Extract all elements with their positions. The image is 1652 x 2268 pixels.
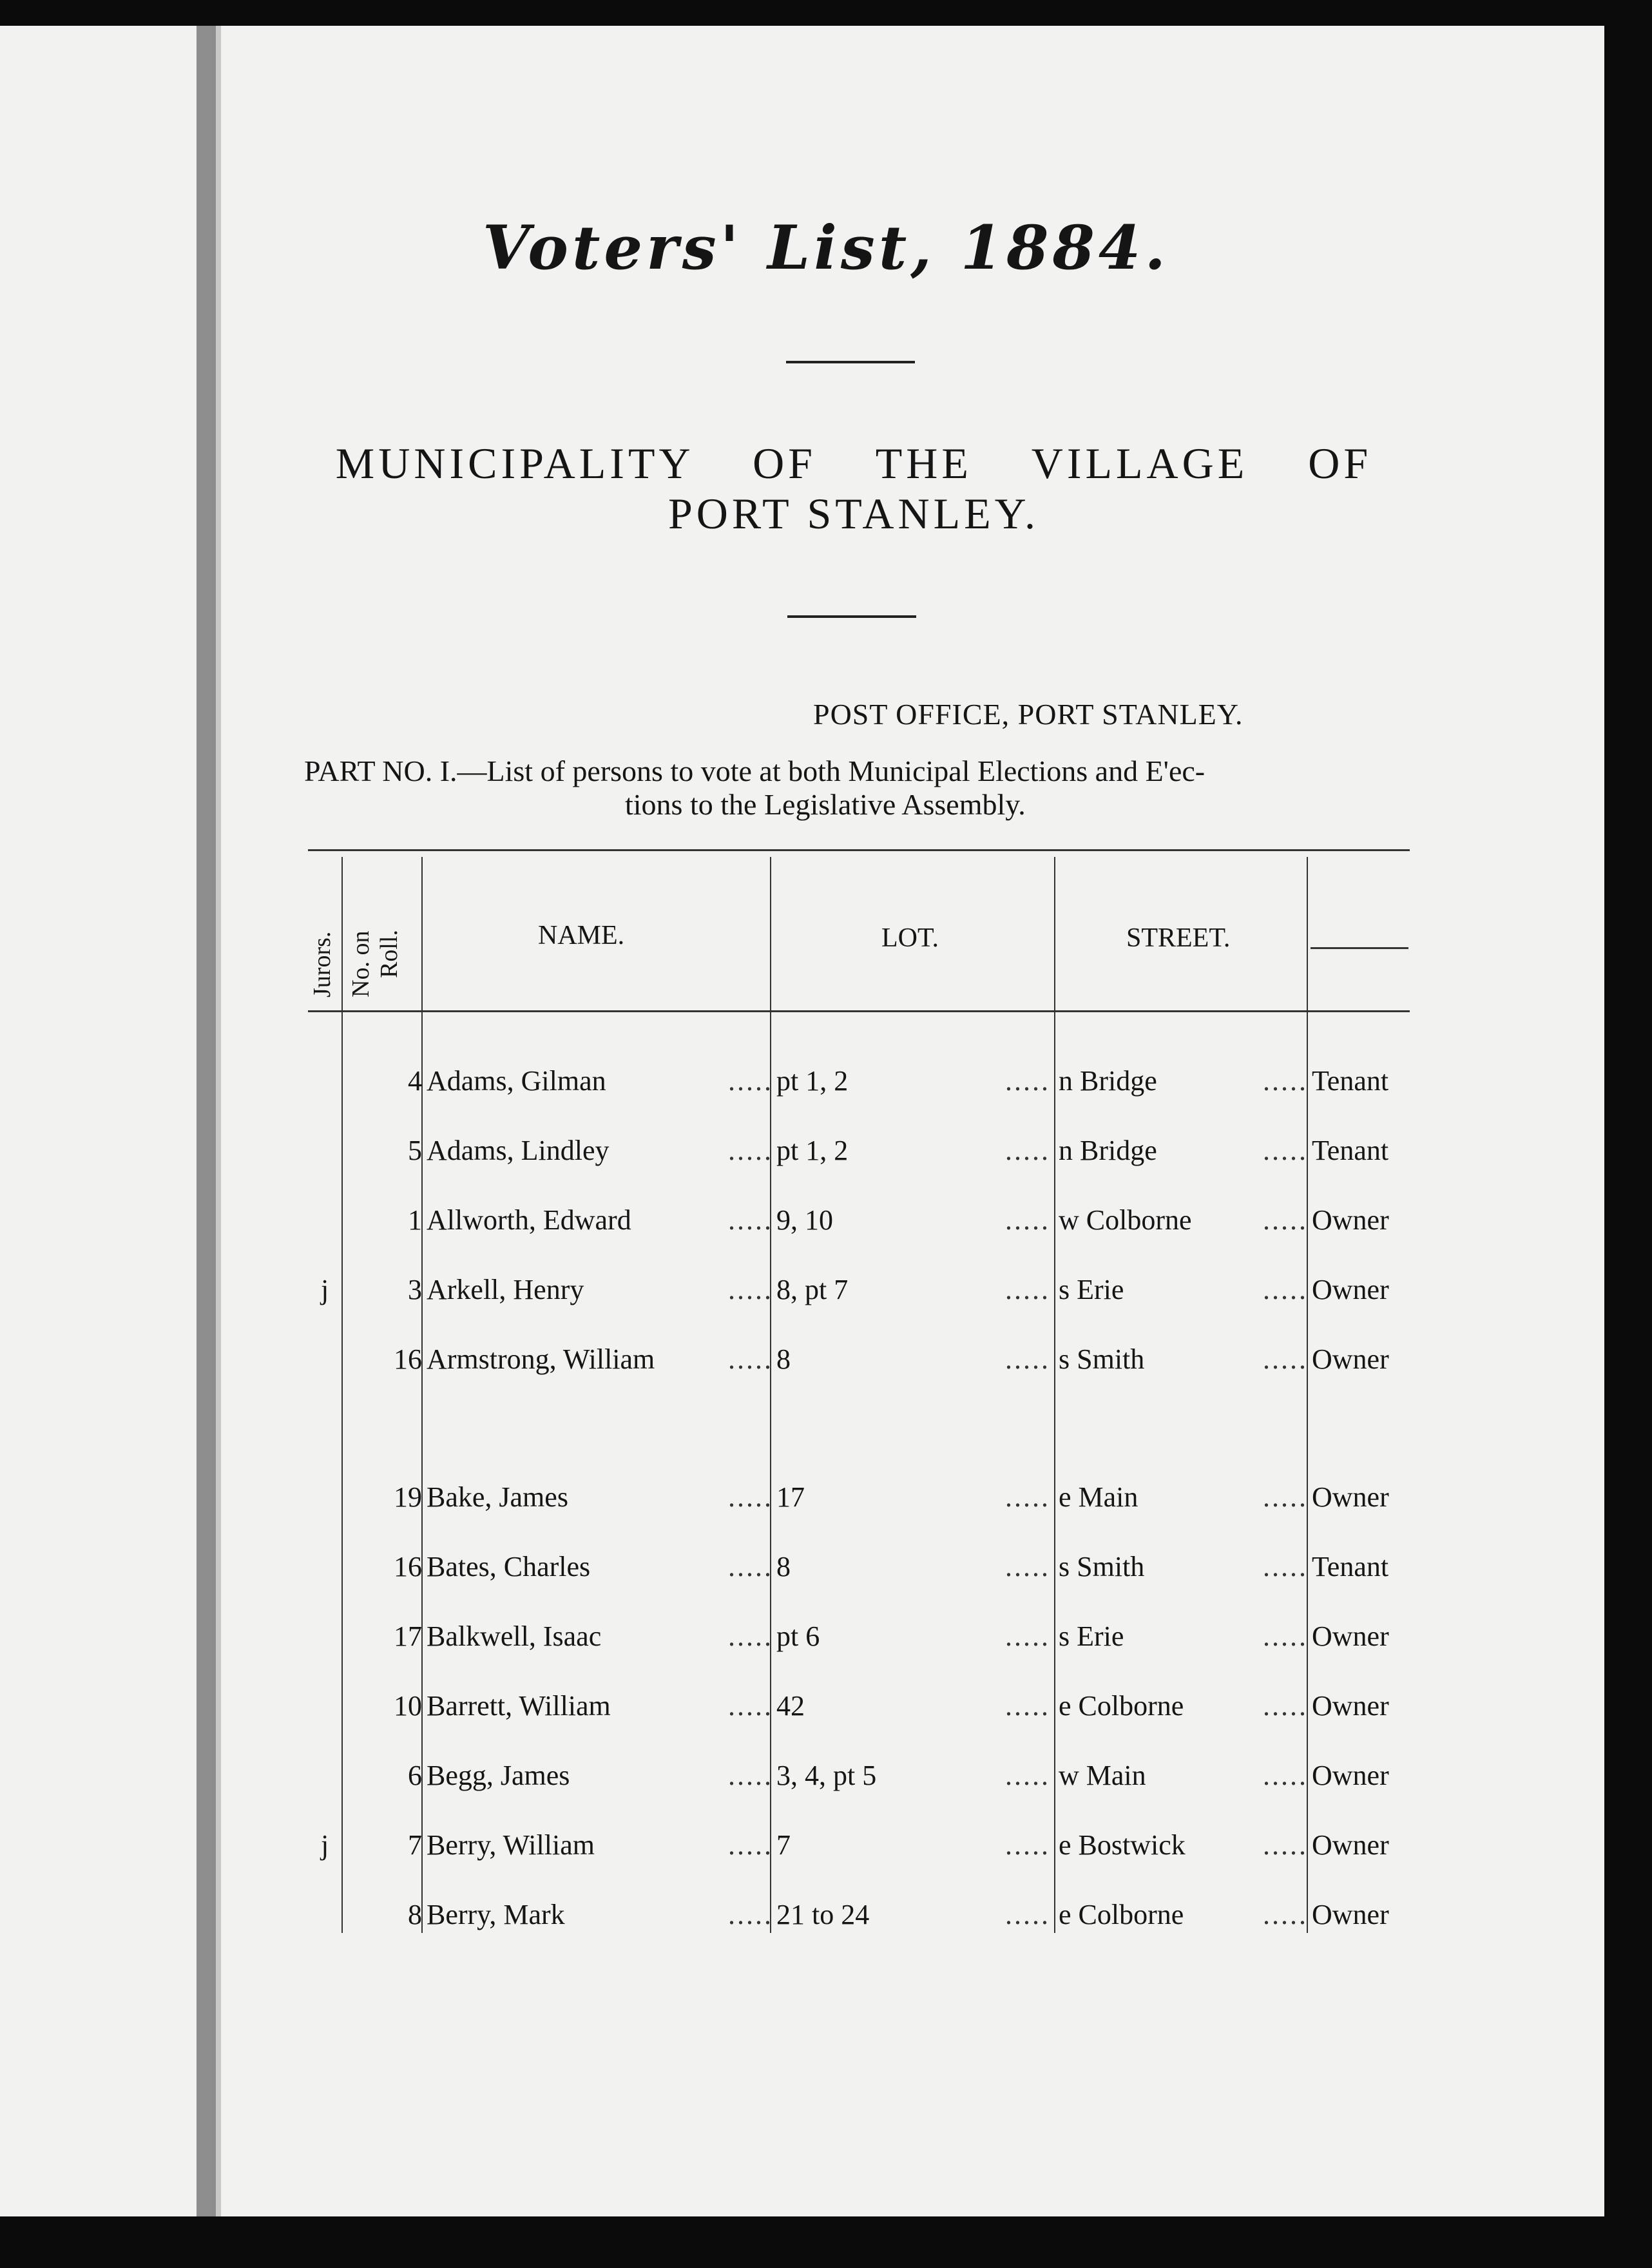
name-cell: Adams, Gilman	[427, 1065, 606, 1097]
name-cell: Berry, Mark	[427, 1899, 565, 1930]
name-leader-dots: .....	[728, 1899, 773, 1930]
lot-cell: 9, 10	[776, 1204, 833, 1236]
table-row	[0, 1273, 1652, 1312]
name-leader-dots: .....	[728, 1135, 773, 1166]
jurors-column-header: Jurors.	[309, 931, 336, 997]
lot-cell: 8, pt 7	[776, 1274, 849, 1305]
table-row	[0, 1064, 1652, 1103]
table-row	[0, 1550, 1652, 1589]
lot-cell: 17	[776, 1481, 805, 1513]
table-row	[0, 1829, 1652, 1867]
name-cell: Barrett, William	[427, 1690, 611, 1722]
street-cell: e Colborne	[1059, 1690, 1184, 1722]
street-cell: w Colborne	[1059, 1204, 1192, 1236]
table-row	[0, 1620, 1652, 1658]
lot-leader-dots: .....	[1005, 1551, 1050, 1582]
table-row	[0, 1134, 1652, 1173]
name-leader-dots: .....	[728, 1343, 773, 1375]
roll-column-header-line2: Roll.	[376, 930, 403, 978]
lot-cell: 8	[776, 1551, 791, 1582]
roll-number-cell: 4	[408, 1065, 422, 1097]
name-cell: Begg, James	[427, 1760, 570, 1791]
street-leader-dots: .....	[1263, 1620, 1308, 1652]
lot-cell: pt 1, 2	[776, 1065, 849, 1097]
lot-cell: 3, 4, pt 5	[776, 1760, 877, 1791]
name-leader-dots: .....	[728, 1620, 773, 1652]
name-leader-dots: .....	[728, 1690, 773, 1722]
lot-column-header: LOT.	[881, 923, 939, 953]
roll-number-cell: 5	[408, 1135, 422, 1166]
name-cell: Balkwell, Isaac	[427, 1620, 602, 1652]
name-leader-dots: .....	[728, 1551, 773, 1582]
document-title: Voters' List, 1884.	[482, 213, 1170, 284]
name-cell: Bates, Charles	[427, 1551, 591, 1582]
table-row	[0, 1759, 1652, 1798]
lot-leader-dots: .....	[1005, 1343, 1050, 1375]
name-leader-dots: .....	[728, 1065, 773, 1097]
lot-leader-dots: .....	[1005, 1829, 1050, 1861]
juror-cell: j	[321, 1274, 329, 1305]
status-cell: Owner	[1312, 1829, 1389, 1861]
lot-leader-dots: .....	[1005, 1274, 1050, 1305]
status-cell: Owner	[1312, 1899, 1389, 1930]
status-cell: Tenant	[1312, 1135, 1389, 1166]
roll-column-header-line1: No. on	[347, 930, 374, 997]
name-cell: Berry, William	[427, 1829, 595, 1861]
title-divider	[786, 361, 915, 363]
status-cell: Owner	[1312, 1343, 1389, 1375]
juror-cell: j	[321, 1829, 329, 1861]
name-cell: Arkell, Henry	[427, 1274, 584, 1305]
status-cell: Owner	[1312, 1481, 1389, 1513]
status-cell: Owner	[1312, 1204, 1389, 1236]
binding-gutter	[197, 26, 216, 2216]
street-cell: e Colborne	[1059, 1899, 1184, 1930]
street-cell: n Bridge	[1059, 1065, 1157, 1097]
lot-cell: 8	[776, 1343, 791, 1375]
status-cell: Owner	[1312, 1690, 1389, 1722]
status-cell: Tenant	[1312, 1065, 1389, 1097]
status-cell: Owner	[1312, 1274, 1389, 1305]
street-leader-dots: .....	[1263, 1829, 1308, 1861]
heading-divider	[787, 615, 916, 618]
street-leader-dots: .....	[1263, 1343, 1308, 1375]
street-leader-dots: .....	[1263, 1899, 1308, 1930]
roll-number-cell: 17	[394, 1620, 422, 1652]
status-cell: Owner	[1312, 1760, 1389, 1791]
name-leader-dots: .....	[728, 1204, 773, 1236]
status-header-dash	[1311, 947, 1408, 949]
street-cell: n Bridge	[1059, 1135, 1157, 1166]
name-leader-dots: .....	[728, 1829, 773, 1861]
name-column-header: NAME.	[538, 921, 625, 950]
roll-number-cell: 16	[394, 1343, 422, 1375]
street-cell: s Smith	[1059, 1551, 1145, 1582]
page-sheet	[0, 26, 1604, 2216]
table-row	[0, 1481, 1652, 1519]
name-cell: Allworth, Edward	[427, 1204, 631, 1236]
street-cell: e Main	[1059, 1481, 1138, 1513]
street-column-header: STREET.	[1126, 923, 1231, 953]
table-row	[0, 1204, 1652, 1242]
street-leader-dots: .....	[1263, 1690, 1308, 1722]
table-row	[0, 1343, 1652, 1381]
name-leader-dots: .....	[728, 1481, 773, 1513]
name-leader-dots: .....	[728, 1274, 773, 1305]
lot-cell: 7	[776, 1829, 791, 1861]
street-cell: e Bostwick	[1059, 1829, 1186, 1861]
street-leader-dots: .....	[1263, 1760, 1308, 1791]
municipality-heading: MUNICIPALITY OF THE VILLAGE OF	[335, 439, 1372, 488]
roll-number-cell: 7	[408, 1829, 422, 1861]
name-cell: Bake, James	[427, 1481, 568, 1513]
lot-leader-dots: .....	[1005, 1204, 1050, 1236]
street-cell: s Erie	[1059, 1620, 1124, 1652]
lot-leader-dots: .....	[1005, 1135, 1050, 1166]
lot-cell: 42	[776, 1690, 805, 1722]
status-cell: Owner	[1312, 1620, 1389, 1652]
name-cell: Armstrong, William	[427, 1343, 655, 1375]
table-header-rule	[308, 1010, 1410, 1012]
street-leader-dots: .....	[1263, 1065, 1308, 1097]
status-cell: Tenant	[1312, 1551, 1389, 1582]
roll-number-cell: 3	[408, 1274, 422, 1305]
lot-cell: 21 to 24	[776, 1899, 870, 1930]
village-name-heading: PORT STANLEY.	[668, 489, 1040, 538]
part-description-line1: PART NO. I.—List of persons to vote at both Municipal Elections and E'ec-	[304, 754, 1205, 787]
binding-edge	[216, 26, 221, 2216]
lot-leader-dots: .....	[1005, 1065, 1050, 1097]
table-top-rule	[308, 849, 1410, 851]
lot-leader-dots: .....	[1005, 1690, 1050, 1722]
street-cell: s Smith	[1059, 1343, 1145, 1375]
name-cell: Adams, Lindley	[427, 1135, 610, 1166]
roll-number-cell: 6	[408, 1760, 422, 1791]
roll-number-cell: 19	[394, 1481, 422, 1513]
lot-leader-dots: .....	[1005, 1481, 1050, 1513]
post-office-line: POST OFFICE, PORT STANLEY.	[813, 698, 1244, 731]
street-leader-dots: .....	[1263, 1135, 1308, 1166]
street-leader-dots: .....	[1263, 1481, 1308, 1513]
roll-number-cell: 10	[394, 1690, 422, 1722]
roll-number-cell: 1	[408, 1204, 422, 1236]
lot-leader-dots: .....	[1005, 1620, 1050, 1652]
lot-leader-dots: .....	[1005, 1899, 1050, 1930]
street-cell: s Erie	[1059, 1274, 1124, 1305]
street-leader-dots: .....	[1263, 1204, 1308, 1236]
name-leader-dots: .....	[728, 1760, 773, 1791]
street-leader-dots: .....	[1263, 1274, 1308, 1305]
roll-number-cell: 16	[394, 1551, 422, 1582]
part-description-line2: tions to the Legislative Assembly.	[625, 788, 1026, 821]
lot-leader-dots: .....	[1005, 1760, 1050, 1791]
roll-number-cell: 8	[408, 1899, 422, 1930]
lot-cell: pt 1, 2	[776, 1135, 849, 1166]
table-row	[0, 1689, 1652, 1728]
lot-cell: pt 6	[776, 1620, 820, 1652]
street-cell: w Main	[1059, 1760, 1146, 1791]
table-row	[0, 1898, 1652, 1937]
street-leader-dots: .....	[1263, 1551, 1308, 1582]
